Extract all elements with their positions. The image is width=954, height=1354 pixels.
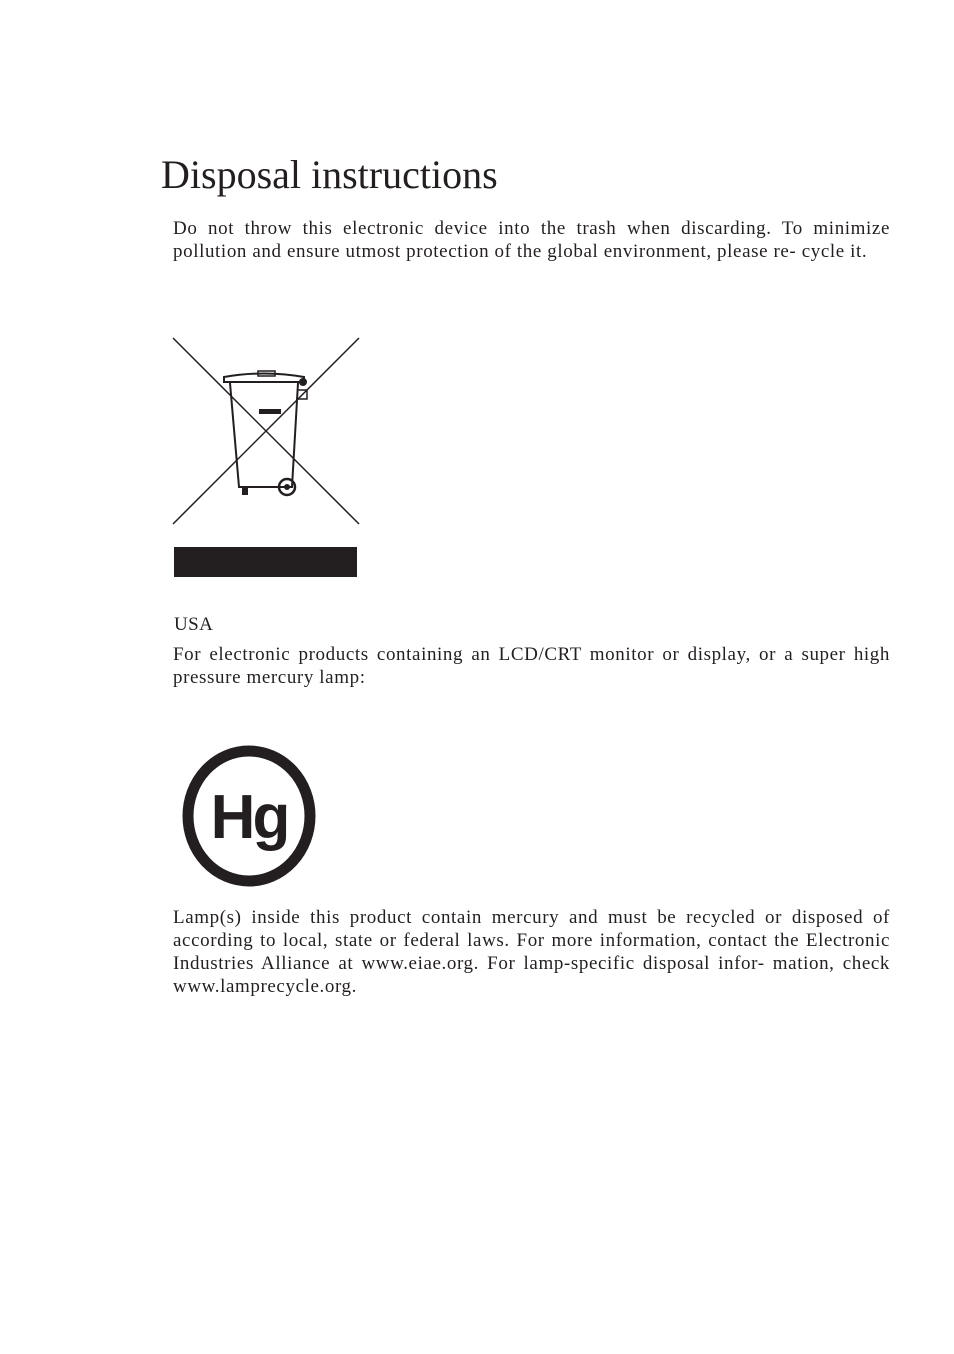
region-label: USA bbox=[174, 614, 214, 635]
lamp-notice-paragraph: Lamp(s) inside this product contain mercury and must be recycled or disposed of according to local, state or federal laws. For more information, contact the Electronic Industries Alliance at www.eiae.org. For lamp-specific disposal infor- mation, check www.lamprecycle.org. bbox=[173, 907, 890, 997]
hg-symbol-text: Hg bbox=[210, 783, 288, 852]
solid-bar-marking bbox=[174, 547, 357, 577]
lcd-notice-paragraph: For electronic products containing an LCD/CRT monitor or display, or a super high pressure mercury lamp: bbox=[173, 644, 890, 688]
page-title: Disposal instructions bbox=[161, 152, 498, 197]
hg-mercury-icon bbox=[176, 741, 322, 891]
crossed-out-wheelie-bin-icon bbox=[172, 337, 360, 525]
intro-paragraph: Do not throw this electronic device into the trash when discarding. To minimize pollution and ensure utmost protection of the global environment, please re- cycle it. bbox=[173, 218, 890, 262]
